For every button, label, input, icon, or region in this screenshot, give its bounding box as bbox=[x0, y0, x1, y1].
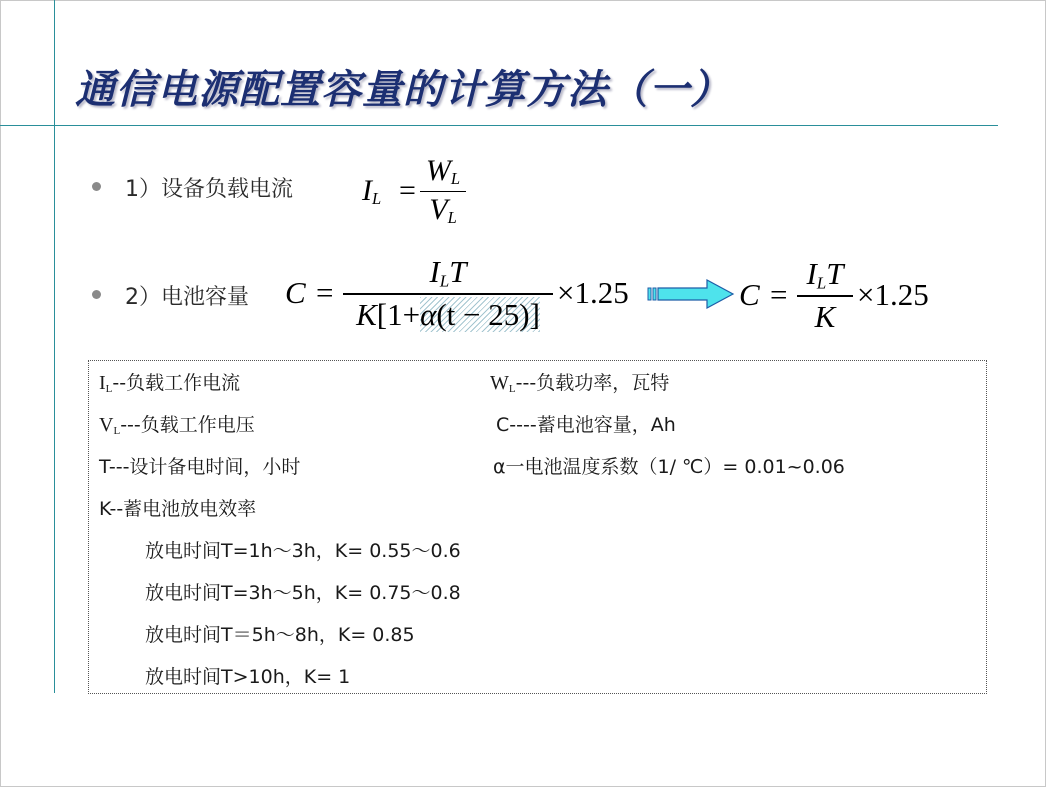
f2-numerator: $I_LT$ bbox=[429, 254, 467, 291]
f3-denominator: K bbox=[814, 298, 836, 334]
bullet-dot-2 bbox=[92, 290, 101, 299]
horizontal-rule bbox=[0, 125, 998, 126]
bullet-dot-1 bbox=[92, 182, 101, 191]
f3-fraction-bar bbox=[797, 295, 853, 297]
f2-fraction-bar bbox=[343, 293, 553, 295]
f2-hatched-term: α(t − 25)] bbox=[420, 296, 540, 332]
slide-title: 通信电源配置容量的计算方法（一） bbox=[75, 66, 731, 113]
f2-lhs: C bbox=[285, 275, 306, 310]
def-load-power: $W_L---$负载功率，瓦特 bbox=[490, 372, 670, 395]
bullet-label-1: 1）设备负载电流 bbox=[125, 177, 293, 202]
f1-denominator: $V_L$ bbox=[429, 193, 457, 228]
f2-equals: = bbox=[316, 275, 334, 310]
f3-equals: = bbox=[770, 277, 788, 312]
def-battery-capacity: C----蓄电池容量，Ah bbox=[496, 414, 676, 436]
f1-numerator: $W_L$ bbox=[425, 154, 461, 189]
f3-numerator: $I_LT$ bbox=[806, 256, 844, 293]
f3-fraction bbox=[797, 258, 853, 332]
f1-fraction-bar bbox=[420, 191, 466, 193]
vertical-rule bbox=[54, 0, 55, 693]
f1-lhs: $I_L$ bbox=[362, 174, 382, 209]
f2-denominator: K[1+α(t − 25)] bbox=[356, 296, 540, 332]
discharge-row-3: 放电时间T＝5h～8h，K= 0.85 bbox=[145, 624, 415, 646]
def-discharge-efficiency: K--蓄电池放电效率 bbox=[99, 498, 257, 520]
discharge-row-2: 放电时间T=3h～5h，K= 0.75～0.8 bbox=[145, 582, 461, 604]
discharge-row-1: 放电时间T=1h～3h，K= 0.55～0.6 bbox=[145, 540, 461, 562]
bullet-label-2: 2）电池容量 bbox=[125, 285, 249, 310]
def-temperature-coefficient: α一电池温度系数（1/ ℃）= 0.01~0.06 bbox=[493, 456, 845, 478]
right-arrow-icon bbox=[647, 278, 735, 310]
def-backup-time: T---设计备电时间，小时 bbox=[99, 456, 301, 478]
def-load-current: $I_L--$负载工作电流 bbox=[99, 372, 241, 395]
discharge-row-4: 放电时间T>10h，K= 1 bbox=[145, 666, 351, 688]
f2-fraction bbox=[343, 256, 553, 330]
f1-fraction bbox=[420, 156, 466, 227]
f3-multiplier: ×1.25 bbox=[857, 277, 929, 312]
f2-multiplier: ×1.25 bbox=[557, 275, 629, 310]
f3-lhs: C bbox=[739, 277, 760, 312]
def-load-voltage: $V_L---$负载工作电压 bbox=[99, 414, 255, 437]
f1-equals: = bbox=[399, 174, 416, 207]
